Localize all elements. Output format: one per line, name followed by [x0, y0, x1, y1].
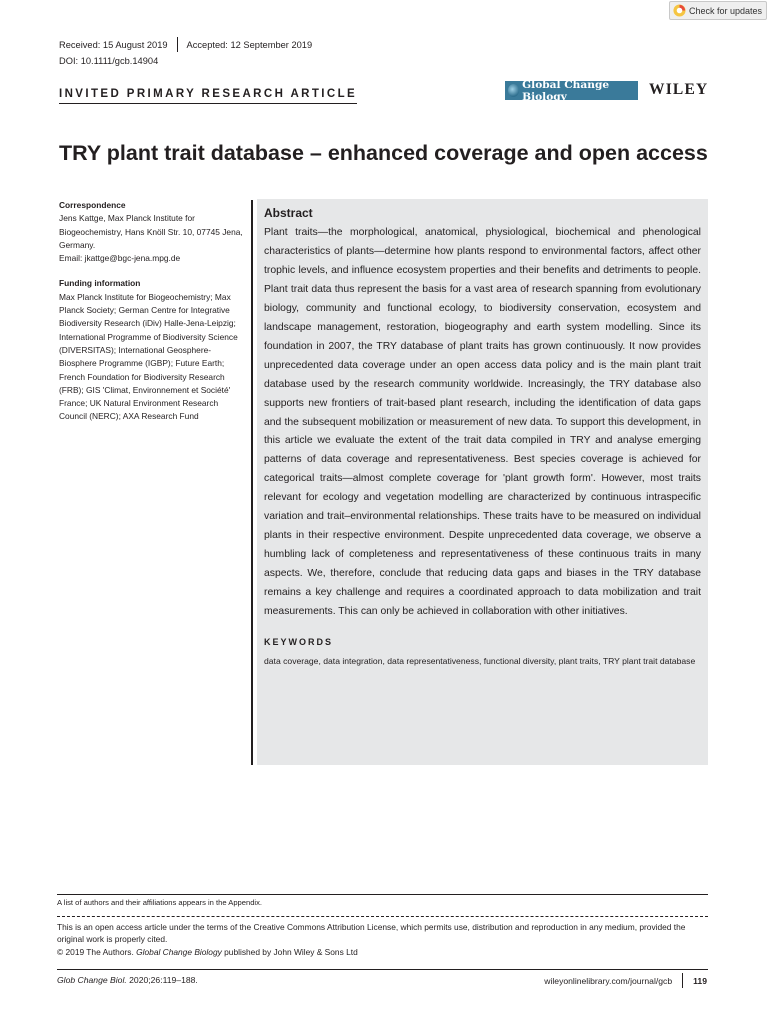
check-for-updates-button[interactable]	[669, 1, 767, 20]
journal-name: Global Change Biology	[522, 78, 610, 103]
correspondence-email: Email: jkattge@bgc-jena.mpg.de	[59, 253, 181, 264]
doi: DOI: 10.1111/gcb.14904	[59, 56, 159, 66]
footer-separator	[682, 973, 683, 988]
citation	[57, 975, 198, 985]
article-title: TRY plant trait database – enhanced coverage and open access	[59, 141, 708, 165]
citation-details: 2020;26:119–188.	[126, 975, 198, 985]
footnote-divider	[57, 894, 708, 895]
globe-icon	[508, 84, 519, 97]
page-footer-divider	[57, 969, 708, 970]
license-text: This is an open access article under the terms of the Creative Commons Attribution License, which permits use, distribution and reproduction in any medium, provided the original work is properly cited.	[57, 922, 686, 945]
authors-note: A list of authors and their affiliations appears in the Appendix.	[57, 898, 263, 907]
page-number: 119	[693, 975, 707, 986]
abstract-panel	[257, 199, 708, 765]
publisher-logo: WILEY	[649, 81, 709, 98]
article-type: INVITED PRIMARY RESEARCH ARTICLE	[59, 88, 357, 104]
abstract-text: Plant traits—the morphological, anatomical, physiological, biochemical and phenological characteristics of plants—determine how plants respond to environmental factors, affect other trophic levels, and influence ecosystem properties and their benefits and detriments to people. Plant trait data thus represent the basis for a vast area of research spanning from evolutionary biology, community and functional ecology, to biodiversity conservation, ecosystem and landscape management, restoration, biogeography and earth system modelling. Since its foundation in 2007, the TRY database of plant traits has grown continuously. It now provides unprecedented data coverage under an open access data policy and is the main plant trait database used by the research community worldwide. Increasingly, the TRY database also supports new frontiers of trait-based plant research, including the identification of data gaps and the subsequent mobilization or measurement of new data. To support this development, in this article we evaluate the extent of the trait data compiled in TRY and analyse emerging patterns of data coverage and representativeness. Best species coverage is achieved for categorical traits—almost complete coverage for 'plant growth form'. However, most traits relevant for ecology and vegetation modelling are characterized by continuous intraspecific variation and trait–environmental relationships. These traits have to be measured on individual plants in their respective environment. Despite unprecedented data coverage, we observe a humbling lack of completeness and representativeness of these continuous traits in many aspects. We, therefore, conclude that reducing data gaps and biases in the TRY database remains a key challenge and requires a coordinated approach to data mobilization and trait measurements. This can only be achieved in collaboration with other initiatives.	[264, 227, 701, 618]
page-footer-right	[544, 973, 707, 988]
citation-journal: Glob Change Biol.	[57, 975, 127, 985]
article-sidebar	[59, 199, 244, 436]
abstract-divider	[251, 200, 253, 765]
accepted-date: Accepted: 12 September 2019	[186, 39, 313, 50]
received-date: Received: 15 August 2019	[59, 39, 168, 50]
journal-logo	[505, 78, 638, 103]
abstract-heading: Abstract	[264, 206, 313, 220]
copyright-prefix: © 2019 The Authors.	[57, 946, 137, 957]
license-block	[57, 921, 708, 958]
correspondence-block	[59, 199, 244, 265]
check-updates-icon	[673, 4, 686, 17]
funding-text: Max Planck Institute for Biogeochemistry; Max Planck Society; German Centre for Integrative Biodiversity Research (iDiv) Halle-Jena-Leipzig; International Programme of Biodiversity Science (DIVERSITAS); International Geosphere-Biosphere Programme (IGBP); Future Earth; French Foundation for Biodiversity Research (FRB); GIS 'Climat, Environnement et Société' France; UK Natural Environment Research Council (NERC); AXA Research Fund	[59, 291, 238, 422]
copyright-journal: Global Change Biology	[136, 946, 222, 957]
keywords-list: data coverage, data integration, data representativeness, functional diversity, plant traits, TRY plant trait database	[264, 656, 696, 667]
correspondence-text: Jens Kattge, Max Planck Institute for Biogeochemistry, Hans Knöll Str. 10, 07745 Jena, Germany.	[59, 213, 243, 250]
copyright-line	[57, 946, 708, 958]
check-updates-label: Check for updates	[689, 5, 763, 16]
copyright-suffix: published by John Wiley & Sons Ltd	[221, 946, 358, 957]
article-dates	[59, 37, 312, 52]
keywords-heading: KEYWORDS	[264, 637, 334, 648]
funding-block	[59, 277, 244, 423]
journal-url[interactable]: wileyonlinelibrary.com/journal/gcb	[544, 975, 673, 986]
funding-heading: Funding information	[59, 278, 141, 289]
license-divider	[57, 916, 708, 917]
date-separator	[177, 37, 178, 52]
correspondence-heading: Correspondence	[59, 200, 126, 210]
